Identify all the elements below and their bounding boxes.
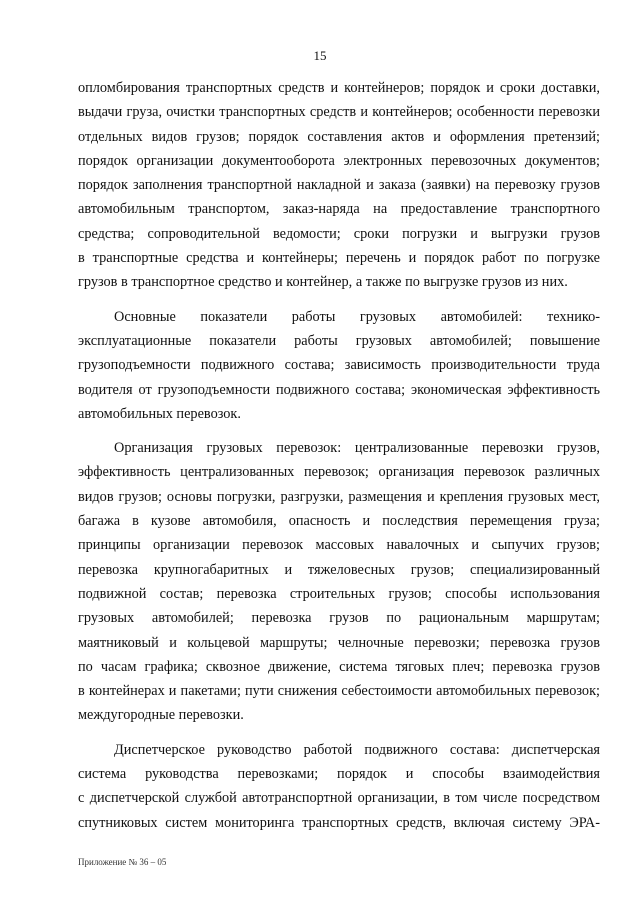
text-line: эксплуатационные показатели работы грузовых автомобилей; повышение xyxy=(78,332,600,349)
text-line: средства; сопроводительной ведомости; сроки погрузки и выгрузки грузов xyxy=(78,225,600,242)
footer-note: Приложение № 36 – 05 xyxy=(78,857,167,867)
text-line: водителя от грузоподъемности подвижного состава; экономическая эффективность xyxy=(78,381,600,398)
text-line: система руководства перевозками; порядок и способы взаимодействия xyxy=(78,766,600,783)
text-line: спутниковых систем мониторинга транспортных средств, включая систему ЭРА- xyxy=(78,814,600,831)
text-line: видов грузов; основы погрузки, разгрузки, размещения и крепления грузовых мест, xyxy=(78,488,600,505)
text-line: Основные показатели работы грузовых автомобилей: технико- xyxy=(114,308,600,325)
text-line: опломбирования транспортных средств и контейнеров; порядок и сроки доставки, xyxy=(78,80,600,96)
paragraph-4 xyxy=(78,738,600,835)
text-line: с диспетчерской службой автотранспортной организации, в том числе посредством xyxy=(78,790,600,807)
text-line: грузоподъемности подвижного состава; зависимость производительности труда xyxy=(78,357,600,374)
text-line: принципы организации перевозок массовых навалочных и сыпучих грузов; xyxy=(78,537,600,554)
text-line: маятниковый и кольцевой маршруты; челночные перевозки; перевозка грузов xyxy=(78,634,600,651)
text-line: в контейнерах и пакетами; пути снижения себестоимости автомобильных перевозок; xyxy=(78,683,600,700)
text-line: по часам графика; сквозное движение, система тяговых плеч; перевозка грузов xyxy=(78,658,600,675)
paragraph-1 xyxy=(78,76,600,295)
text-line: порядок организации документооборота электронных перевозочных документов; xyxy=(78,152,600,169)
text-line: багажа в кузове автомобиля, опасность и последствия перемещения груза; xyxy=(78,513,600,530)
text-line: эффективность централизованных перевозок; организация перевозок различных xyxy=(78,464,600,481)
text-line: автомобильным транспортом, заказ-наряда на предоставление транспортного xyxy=(78,201,600,218)
paragraph-3 xyxy=(78,436,600,728)
paragraph-2 xyxy=(78,305,600,426)
body-text xyxy=(78,76,600,835)
text-line: в транспортные средства и контейнеры; перечень и порядок работ по погрузке xyxy=(78,250,600,267)
text-line: Организация грузовых перевозок: централизованные перевозки грузов, xyxy=(114,440,600,457)
text-line: выдачи груза, очистки транспортных средств и контейнеров; особенности перевозки xyxy=(78,104,600,121)
text-line: грузов в транспортное средство и контейнер, а также по выгрузке грузов из них. xyxy=(78,274,568,291)
text-line: Диспетчерское руководство работой подвижного состава: диспетчерская xyxy=(114,741,600,758)
text-line: перевозка крупногабаритных и тяжеловесных грузов; специализированный xyxy=(78,561,600,578)
text-line: подвижной состав; перевозка строительных грузов; способы использования xyxy=(78,585,600,602)
text-line: отдельных видов грузов; порядок составления актов и оформления претензий; xyxy=(78,128,600,145)
text-line: междугородные перевозки. xyxy=(78,707,244,724)
text-line: автомобильных перевозок. xyxy=(78,405,241,422)
text-line: порядок заполнения транспортной накладной и заказа (заявки) на перевозку грузов xyxy=(78,177,600,194)
page-number: 15 xyxy=(313,48,327,63)
text-line: грузовых автомобилей; перевозка грузов по рациональным маршрутам; xyxy=(78,610,600,627)
